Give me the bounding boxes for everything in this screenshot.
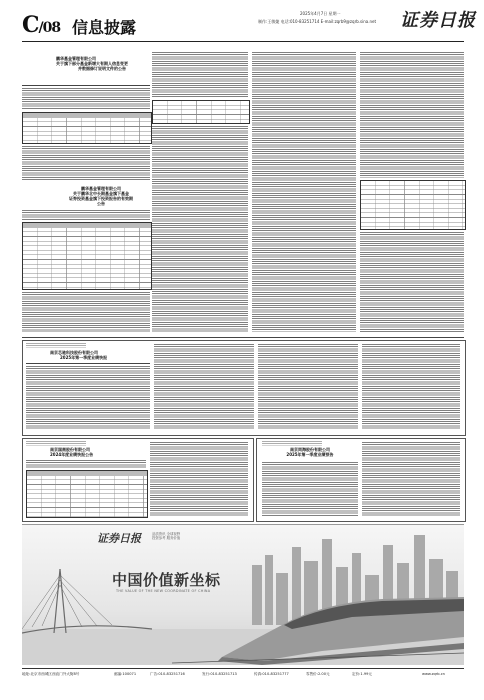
article-a1-title: 关于旗下部分基金新增大有期人信息变更 [56, 61, 128, 66]
article-a1-body-col2-b [152, 126, 248, 332]
article-a2-title: 关于鹏华北中长期基金旗下基金 [73, 191, 129, 196]
article-a2-body [22, 210, 150, 220]
editor-contact: 制作:王敏婕 电话:010-83251714 E-mail:zqrb9@zqrb.sina.net [258, 19, 377, 24]
footer-website: www.zqrb.cn [422, 672, 445, 676]
footer-price: 定价:1.99元 [352, 672, 372, 676]
article-b1-body-col4 [362, 344, 460, 430]
section-title: 信息披露 [72, 18, 137, 37]
article-a1-company: 鹏华基金管理有限公司 [56, 56, 96, 61]
article-c2-company: 南京同海股份有限公司 [290, 447, 330, 452]
article-a1-title-2: 并数据修订说明文件的公告 [78, 66, 126, 71]
publication-date: 2025年4月7日 星期一 [300, 11, 341, 16]
newspaper-logo: 证券日报 [400, 10, 476, 31]
article-a1-body-col3 [252, 52, 356, 332]
article-a1-body-2 [22, 146, 150, 180]
article-a1-body [22, 88, 150, 110]
ad-illustration [22, 525, 464, 665]
article-a1-table-col4 [360, 180, 466, 230]
article-a2-header [52, 186, 150, 206]
article-b1-body-col2 [154, 344, 254, 430]
footer-ad-phone: 广告:010-83251716 [150, 672, 185, 676]
article-c2-title: 2025年第一季度业绩预告 [286, 452, 334, 457]
footer-address: 地址:北京市西城区西直门外大街8号 [22, 672, 80, 676]
article-c1-body-col2 [150, 442, 248, 516]
article-a1-body-col2 [152, 52, 248, 98]
article-a2-title-3: 公告 [97, 201, 105, 206]
section-divider [22, 337, 464, 338]
article-c1-body [26, 460, 146, 468]
ad-tagline: 品质资讯 全球视野 投资参考 服务价值 [152, 532, 181, 540]
article-b1-body [26, 366, 150, 430]
article-a2-table [22, 222, 152, 290]
divider [26, 363, 150, 364]
ad-slogan: 中国价值新坐标 [112, 571, 221, 589]
article-b1-body-col3 [258, 344, 358, 430]
article-c1-title: 2024年度业绩快报公告 [50, 452, 94, 457]
masthead [0, 0, 484, 44]
footer-retail-price: 零售价:2.00元 [306, 672, 330, 676]
footer-postcode: 邮编:100071 [114, 672, 137, 676]
article-a1-header [56, 56, 148, 71]
footer-distribution-phone: 发行:010-83251713 [202, 672, 237, 676]
article-b1-company: 南京芯驰科技股份有限公司 [50, 350, 98, 355]
article-c2-body [262, 462, 358, 516]
article-a1-body-col4 [360, 52, 464, 178]
article-b1-title: 2025年第一季度业绩快报 [60, 355, 108, 360]
article-a1-body-col4-b [360, 232, 464, 332]
article-a2-title-2: 证券投资基金旗下投资报告的有效期 [69, 196, 133, 201]
article-b1-codes [26, 343, 86, 348]
ad-logo: 证券日报 [97, 532, 141, 545]
article-c2-codes [262, 441, 322, 446]
article-c1-company: 南京国商股份有限公司 [50, 447, 90, 452]
divider [22, 85, 150, 86]
footer-fax: 传真:010-83251777 [254, 672, 289, 676]
footer [22, 668, 464, 679]
ad-subtitle: THE VALUE OF THE NEW COORDINATE OF CHINA [116, 589, 211, 593]
article-c1-table [26, 470, 148, 518]
article-c2-body-col2 [362, 442, 460, 516]
article-a2-company: 鹏华基金管理有限公司 [81, 186, 121, 191]
article-a1-table-col2 [152, 100, 250, 124]
article-c1-codes [26, 441, 86, 446]
article-a1-table [22, 112, 152, 144]
article-b1-header [50, 350, 160, 360]
advertisement-banner [22, 524, 464, 665]
masthead-rule [22, 41, 464, 42]
page-number: C/08 [22, 12, 61, 38]
article-c1-header [50, 447, 146, 457]
article-a2-body-2 [22, 292, 150, 332]
article-c2-header [262, 447, 358, 457]
